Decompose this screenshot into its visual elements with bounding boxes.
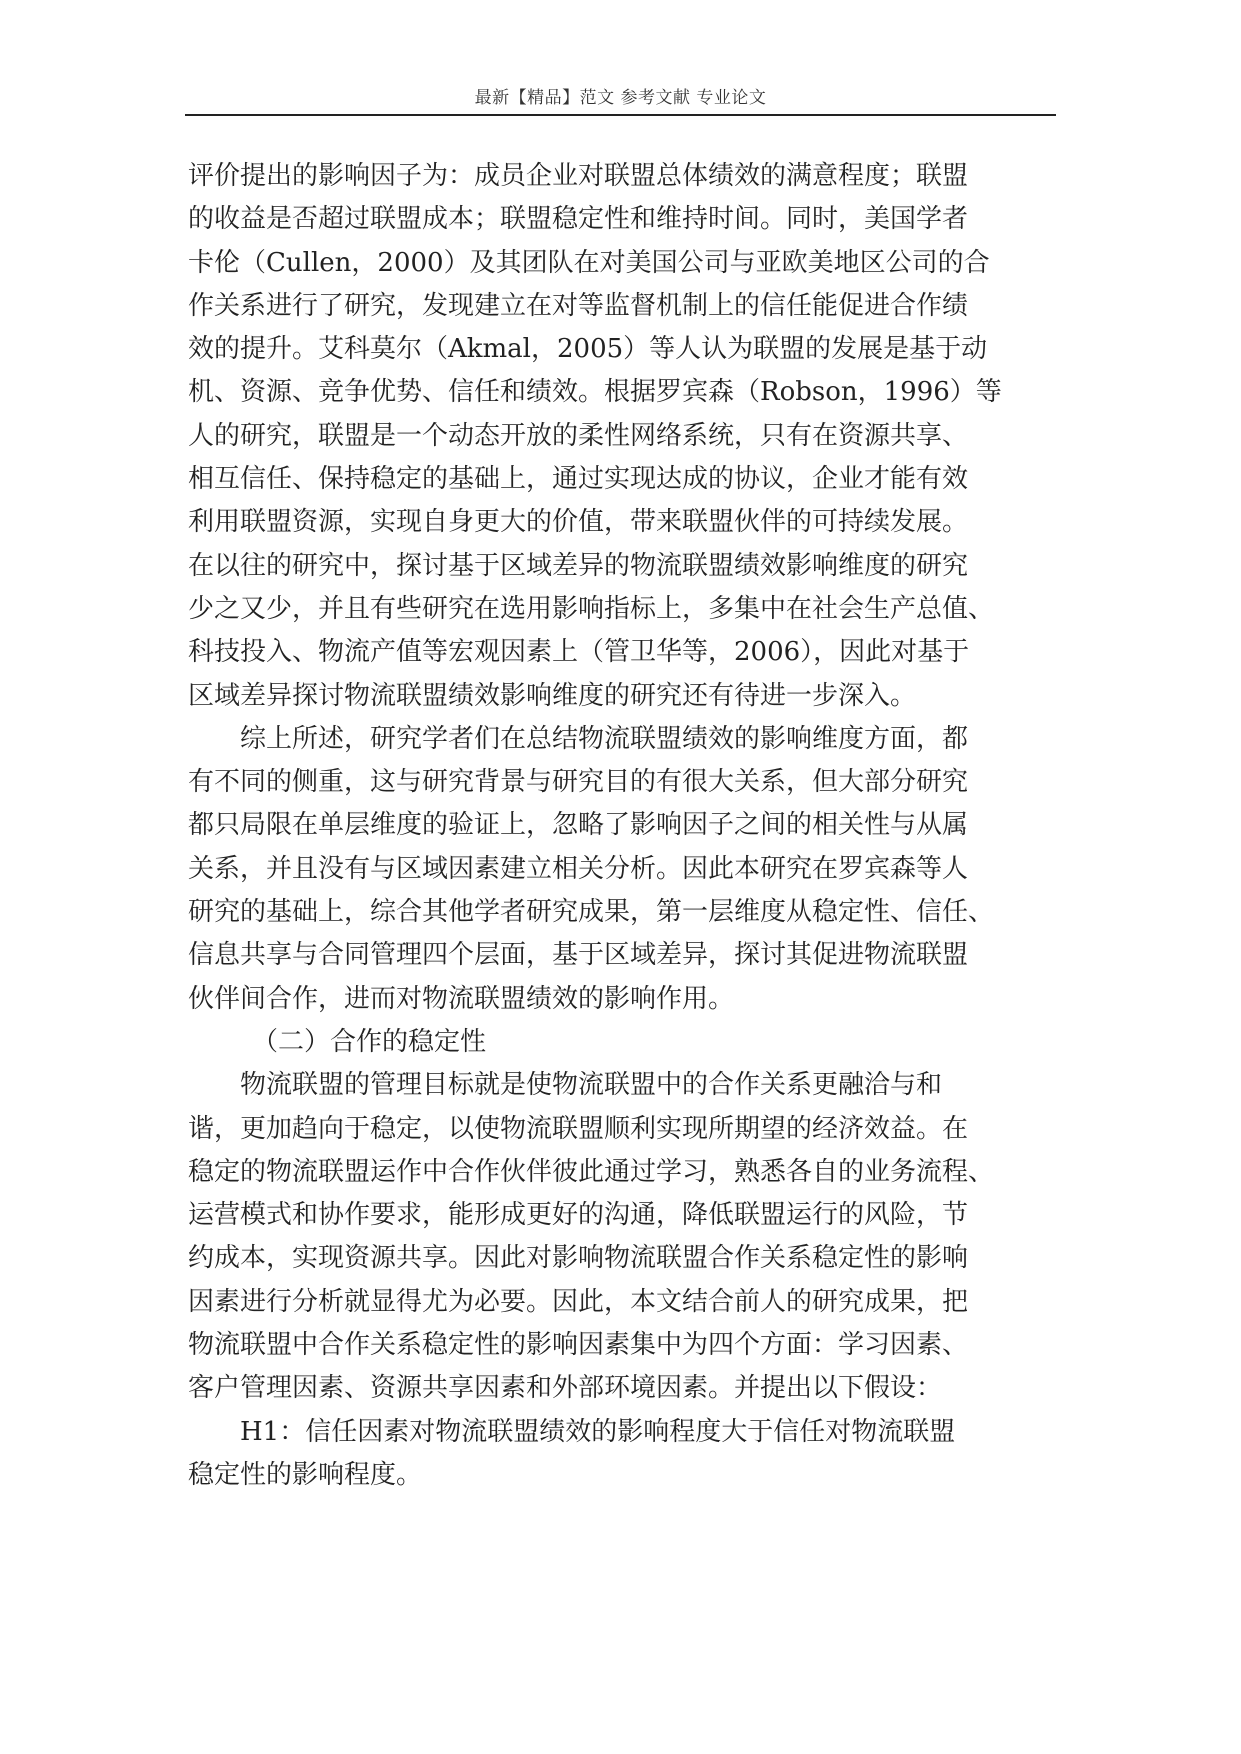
- paragraph-first-line: 综上所述，研究学者们在总结物流联盟绩效的影响维度方面，都: [240, 723, 969, 754]
- text-line: 都只局限在单层维度的验证上，忽略了影响因子之间的相关性与从属: [188, 810, 969, 841]
- hypothesis-line: H1：信任因素对物流联盟绩效的影响程度大于信任对物流联盟: [240, 1416, 956, 1447]
- paragraph-first-line: 物流联盟的管理目标就是使物流联盟中的合作关系更融洽与和: [240, 1070, 943, 1101]
- text-line: 关系，并且没有与区域因素建立相关分析。因此本研究在罗宾森等人: [188, 853, 969, 884]
- text-line: 评价提出的影响因子为：成员企业对联盟总体绩效的满意程度；联盟: [188, 161, 969, 191]
- text-line: 研究的基础上，综合其他学者研究成果，第一层维度从稳定性、信任、: [188, 897, 995, 928]
- text-line: 在以往的研究中，探讨基于区域差异的物流联盟绩效影响维度的研究: [188, 550, 969, 581]
- text-line: 运营模式和协作要求，能形成更好的沟通，降低联盟运行的风险，节: [188, 1200, 969, 1231]
- text-line: 约成本，实现资源共享。因此对影响物流联盟合作关系稳定性的影响: [188, 1243, 969, 1274]
- text-line: 相互信任、保持稳定的基础上，通过实现达成的协议，企业才能有效: [188, 464, 969, 495]
- text-line: 稳定的物流联盟运作中合作伙伴彼此通过学习，熟悉各自的业务流程、: [188, 1156, 995, 1187]
- text-line: 少之又少，并且有些研究在选用影响指标上，多集中在社会生产总值、: [188, 593, 995, 624]
- text-line: 客户管理因素、资源共享因素和外部环境因素。并提出以下假设：: [188, 1373, 943, 1404]
- text-line: 区域差异探讨物流联盟绩效影响维度的研究还有待进一步深入。: [188, 680, 917, 711]
- header-divider: [185, 114, 1056, 116]
- text-line: 物流联盟中合作关系稳定性的影响因素集中为四个方面：学习因素、: [188, 1330, 969, 1361]
- text-line: 谐，更加趋向于稳定，以使物流联盟顺利实现所期望的经济效益。在: [188, 1113, 969, 1144]
- text-line: 信息共享与合同管理四个层面，基于区域差异，探讨其促进物流联盟: [188, 940, 969, 971]
- text-line: 科技投入、物流产值等宏观因素上（管卫华等，2006），因此对基于: [188, 637, 970, 668]
- text-line: 卡伦（Cullen，2000）及其团队在对美国公司与亚欧美地区公司的合: [188, 247, 990, 278]
- text-line: 稳定性的影响程度。: [188, 1459, 423, 1490]
- text-line: 因素进行分析就显得尤为必要。因此，本文结合前人的研究成果，把: [188, 1286, 969, 1317]
- text-line: 人的研究，联盟是一个动态开放的柔性网络系统，只有在资源共享、: [188, 420, 969, 451]
- text-line: 作关系进行了研究，发现建立在对等监督机制上的信任能促进合作绩: [188, 290, 969, 321]
- body-text: [188, 155, 1058, 1497]
- page-header: 最新【精品】范文 参考文献 专业论文: [474, 88, 767, 108]
- text-line: 效的提升。艾科莫尔（Akmal，2005）等人认为联盟的发展是基于动: [188, 334, 988, 365]
- text-line: 利用联盟资源，实现自身更大的价值，带来联盟伙伴的可持续发展。: [188, 507, 969, 538]
- text-line: 有不同的侧重，这与研究背景与研究目的有很大关系，但大部分研究: [188, 767, 969, 798]
- text-line: 机、资源、竞争优势、信任和绩效。根据罗宾森（Robson，1996）等: [188, 377, 1002, 408]
- text-line: 的收益是否超过联盟成本；联盟稳定性和维持时间。同时，美国学者: [188, 204, 969, 235]
- text-line: 伙伴间合作，进而对物流联盟绩效的影响作用。: [188, 983, 735, 1014]
- section-heading: （二）合作的稳定性: [252, 1026, 487, 1057]
